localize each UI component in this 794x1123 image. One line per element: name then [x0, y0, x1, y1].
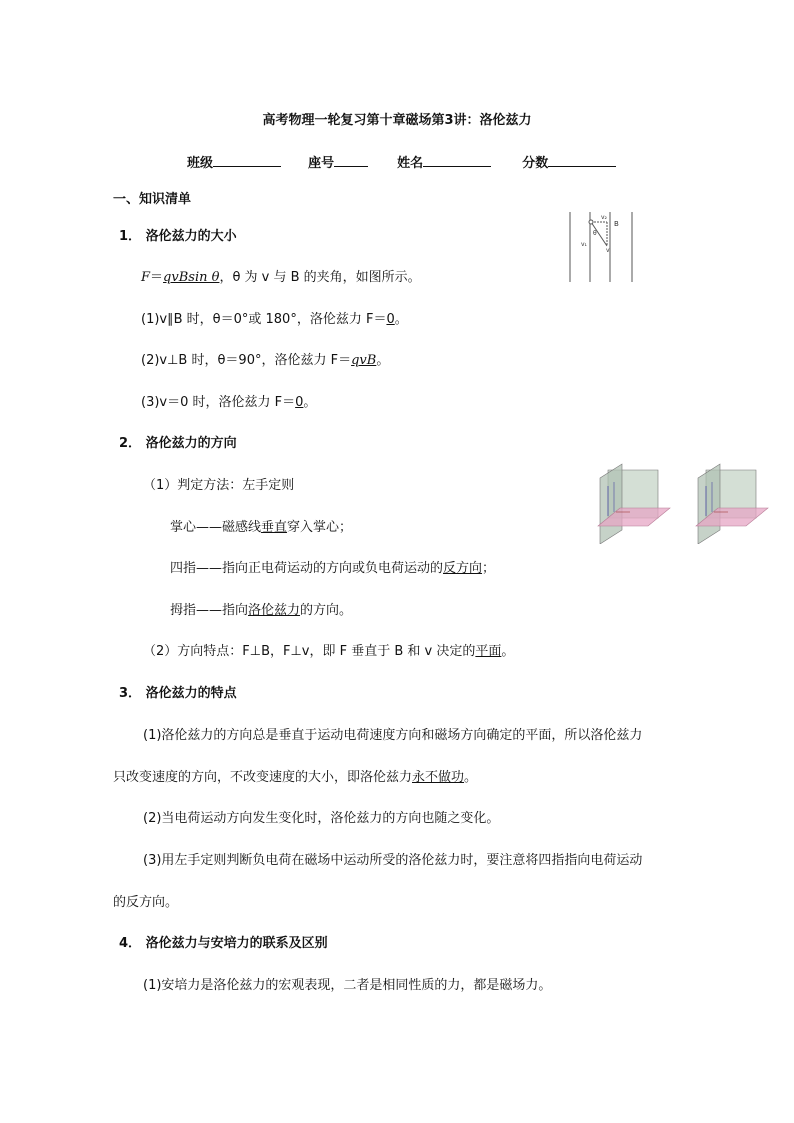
label-v2: v₂ — [601, 214, 607, 221]
item1-heading: 1． 洛伦兹力的大小 — [119, 229, 237, 244]
thumb-line — [170, 599, 352, 618]
label-theta: θ — [593, 230, 597, 237]
page-title: 高考物理一轮复习第十章磁场第3讲：洛伦兹力 — [262, 113, 532, 128]
item3-p3-line1: (3)用左手定则判断负电荷在磁场中运动所受的洛伦兹力时，要注意将四指指向电荷运动 — [143, 853, 643, 868]
case3-line — [141, 391, 316, 410]
item3-p1-line2 — [113, 766, 477, 785]
name-label: 姓名 — [397, 156, 424, 171]
charge-dot — [589, 220, 593, 224]
case3-answer: 0 — [295, 395, 304, 410]
palm-end: 穿入掌心； — [287, 520, 353, 535]
case2-text: (2)v⊥B 时，θ＝90°，洛伦兹力 F＝ — [141, 353, 352, 368]
velocity-field-diagram — [562, 208, 642, 286]
score-label: 分数 — [522, 156, 549, 171]
formula-expr: qvBsin θ — [163, 270, 220, 285]
info-fields — [187, 152, 616, 171]
feature-end: 。 — [501, 644, 515, 659]
feature-answer: 平面 — [475, 644, 502, 659]
case2-answer: qvB — [351, 353, 377, 368]
case1-end: 。 — [394, 312, 408, 327]
vertical-plane — [698, 464, 720, 544]
formula-rest: ，θ 为 v 与 B 的夹角，如图所示。 — [219, 270, 421, 285]
feature-text: （2）方向特点：F⊥B，F⊥v，即 F 垂直于 B 和 v 决定的 — [143, 644, 476, 659]
item4-p1: (1)安培力是洛伦兹力的宏观表现，二者是相同性质的力，都是磁场力。 — [143, 978, 552, 993]
item3-p2: (2)当电荷运动方向发生变化时，洛伦兹力的方向也随之变化。 — [143, 811, 500, 826]
item3-p1-end: 。 — [464, 770, 478, 785]
label-v1: v₁ — [581, 241, 587, 248]
name-blank[interactable] — [423, 153, 491, 167]
item2-heading: 2． 洛伦兹力的方向 — [119, 436, 237, 451]
class-blank[interactable] — [213, 153, 281, 167]
case1-text: (1)v∥B 时，θ＝0°或 180°，洛伦兹力 F＝ — [141, 312, 387, 327]
seat-blank[interactable] — [334, 153, 368, 167]
case3-end: 。 — [303, 395, 317, 410]
label-B: B — [614, 220, 619, 228]
left-hand-rule-diagram-2 — [692, 460, 774, 544]
item3-p1-answer: 永不做功 — [412, 770, 465, 785]
formula-F: F — [141, 270, 151, 285]
four-fingers-line — [170, 557, 495, 576]
item3-heading: 3． 洛伦兹力的特点 — [119, 686, 237, 701]
four-end: ； — [482, 561, 496, 576]
palm-text: 掌心——磁感线 — [170, 520, 262, 535]
vertical-plane — [600, 464, 622, 544]
feature-line — [143, 640, 514, 659]
item4-heading: 4． 洛伦兹力与安培力的联系及区别 — [119, 936, 328, 951]
case2-line — [141, 349, 389, 368]
item3-p1-line1: (1)洛伦兹力的方向总是垂直于运动电荷速度方向和磁场方向确定的平面，所以洛伦兹力 — [143, 728, 643, 743]
class-label: 班级 — [187, 156, 214, 171]
case1-line — [141, 308, 408, 327]
score-blank[interactable] — [548, 153, 616, 167]
thumb-text: 拇指——指向 — [170, 603, 249, 618]
case3-text: (3)v＝0 时，洛伦兹力 F＝ — [141, 395, 296, 410]
formula-eq: ＝ — [150, 270, 164, 285]
palm-answer: 垂直 — [261, 520, 288, 535]
item3-p1-text: 只改变速度的方向，不改变速度的大小，即洛伦兹力 — [113, 770, 413, 785]
case2-end: 。 — [376, 353, 390, 368]
thumb-end: 的方向。 — [300, 603, 353, 618]
four-answer: 反方向 — [443, 561, 483, 576]
left-hand-rule-diagram-1 — [594, 460, 676, 544]
item3-p3-line2: 的反方向。 — [113, 895, 179, 910]
formula-line — [141, 266, 421, 285]
palm-line — [170, 516, 352, 535]
four-text: 四指——指向正电荷运动的方向或负电荷运动的 — [170, 561, 444, 576]
case1-answer: 0 — [386, 312, 395, 327]
method-line: （1）判定方法：左手定则 — [143, 478, 295, 493]
thumb-answer: 洛伦兹力 — [248, 603, 301, 618]
label-v: v — [606, 247, 610, 254]
seat-label: 座号 — [308, 156, 335, 171]
section-heading: 一、知识清单 — [113, 192, 192, 207]
